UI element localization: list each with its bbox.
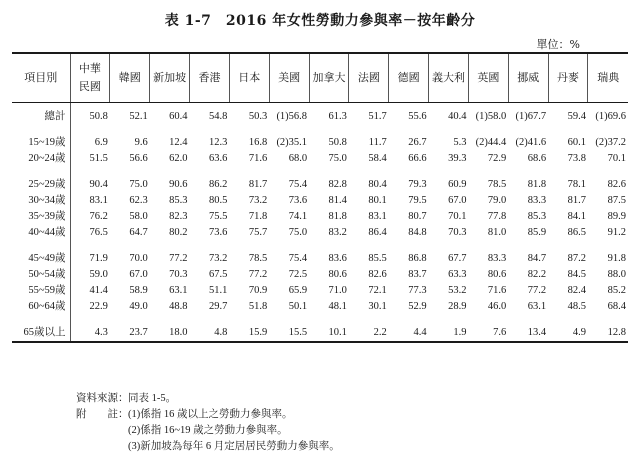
table-cell: 7.6 (468, 325, 508, 342)
table-cell: 12.8 (588, 325, 628, 342)
table-cell: 80.2 (169, 226, 188, 238)
table-cell: 65.9 (288, 284, 308, 296)
table-cell: 80.4 (368, 178, 387, 190)
table-cell: 73.6 (209, 226, 228, 238)
table-cell: 80.5 (209, 194, 228, 206)
table-cell: 53.2 (448, 284, 467, 296)
table-cell: 75.0 (328, 152, 347, 164)
table-cell: 5.3 (453, 136, 467, 148)
table-cell: 79.5 (408, 194, 427, 206)
table-cell: 72.1 (368, 284, 387, 296)
table-cell: 68.4 (607, 300, 626, 312)
table-cell: (2)41.6 (515, 136, 547, 148)
table-cell: 80.6 (328, 268, 347, 280)
table-cell: 39.3 (448, 152, 467, 164)
table-cell: 84.1 (567, 210, 586, 222)
table-cell: 50.8 (89, 110, 108, 122)
table-cell: 15.9 (229, 325, 269, 342)
table-cell: 51.1 (209, 284, 228, 296)
table-cell: 10.1 (309, 325, 349, 342)
footnotes (76, 391, 340, 455)
table-cell: 80.1 (368, 194, 387, 206)
table-cell: 50.8 (328, 136, 347, 148)
table-cell: 79.0 (487, 194, 507, 206)
table-cell: 83.1 (368, 210, 387, 222)
table-cell: 87.5 (607, 194, 626, 206)
table-cell: 68.0 (288, 152, 308, 164)
table-cell: 55.6 (408, 110, 427, 122)
row-label: 65歲以上 (12, 325, 70, 342)
table-cell: 54.8 (209, 110, 228, 122)
table-cell: 67.5 (209, 268, 228, 280)
table-cell: 79.3 (408, 178, 427, 190)
table-row (12, 283, 628, 299)
table-cell: 6.9 (94, 136, 108, 148)
table-cell: 16.8 (248, 136, 268, 148)
header-country: 英國 (468, 53, 508, 102)
spacer-row (12, 167, 628, 177)
table-cell: (1)67.7 (515, 110, 547, 122)
table-cell: 58.9 (129, 284, 148, 296)
table-cell: 9.6 (134, 136, 148, 148)
table-cell: 78.5 (487, 178, 507, 190)
table-cell: 12.4 (169, 136, 188, 148)
table-cell: (2)35.1 (276, 136, 308, 148)
table-cell: 91.8 (607, 252, 626, 264)
table-cell: 81.0 (487, 226, 507, 238)
table-cell: 70.3 (169, 268, 188, 280)
table-cell: 51.8 (248, 300, 268, 312)
table-cell: 82.8 (328, 178, 347, 190)
row-label: 40~44歲 (12, 225, 70, 241)
table-cell: 78.5 (248, 252, 268, 264)
table-cell: 18.0 (150, 325, 190, 342)
table-cell: 51.5 (89, 152, 108, 164)
table-title: 表 1-7 2016 年女性勞動力參與率－按年齡分 (164, 13, 476, 29)
table-cell: 75.5 (209, 210, 228, 222)
row-label: 50~54歲 (12, 267, 70, 283)
table-cell: 83.3 (527, 194, 547, 206)
header-country: 挪威 (508, 53, 548, 102)
table-cell: 12.3 (209, 136, 228, 148)
table-cell: 70.9 (248, 284, 268, 296)
note-2: (2)係指 16~19 歲之勞動力參與率。 (128, 425, 288, 436)
table-cell: 77.3 (408, 284, 427, 296)
table-cell: 50.3 (248, 110, 268, 122)
table-cell: 58.4 (368, 152, 387, 164)
table-cell: 82.6 (368, 268, 387, 280)
table-cell: (1)58.0 (475, 110, 507, 122)
table-cell: 82.6 (607, 178, 626, 190)
table-cell: 67.7 (448, 252, 467, 264)
table-cell: 86.2 (209, 178, 228, 190)
row-label: 35~39歲 (12, 209, 70, 225)
table-cell: 61.3 (328, 110, 347, 122)
table-cell: 15.5 (269, 325, 309, 342)
table-cell: 63.1 (527, 300, 547, 312)
table-cell: 73.2 (248, 194, 268, 206)
table-cell: 52.1 (129, 110, 148, 122)
table-cell: 73.2 (209, 252, 228, 264)
header-row (12, 53, 628, 102)
table-cell: 58.0 (129, 210, 148, 222)
row-label: 總計 (12, 109, 70, 125)
table-cell: 77.8 (487, 210, 507, 222)
table-cell: 30.1 (368, 300, 387, 312)
table-cell: 77.2 (527, 284, 547, 296)
unit-label: 單位：% (536, 38, 580, 51)
table-cell: 63.6 (209, 152, 228, 164)
header-country: 韓國 (110, 53, 150, 102)
table-cell: (2)44.4 (475, 136, 507, 148)
table-cell: 23.7 (110, 325, 150, 342)
table-cell: 86.4 (368, 226, 387, 238)
table-cell: 81.7 (567, 194, 586, 206)
table-cell: 76.2 (89, 210, 108, 222)
table-cell: 60.4 (169, 110, 188, 122)
table-cell: 66.6 (408, 152, 427, 164)
table-cell: 85.5 (368, 252, 387, 264)
table-cell: 48.8 (169, 300, 188, 312)
table-row (12, 251, 628, 267)
table-cell: 62.3 (129, 194, 148, 206)
labor-participation-table (12, 52, 628, 343)
table-cell: 90.4 (89, 178, 108, 190)
table-cell: 81.8 (328, 210, 347, 222)
table-row (12, 225, 628, 241)
table-cell: 71.6 (248, 152, 268, 164)
header-country: 美國 (269, 53, 309, 102)
table-cell: 70.3 (448, 226, 467, 238)
table-cell: 4.3 (70, 325, 110, 342)
table-cell: 51.7 (368, 110, 387, 122)
source-note: 資料來源：同表 1-5。 (76, 393, 177, 404)
row-label: 55~59歲 (12, 283, 70, 299)
table-cell: 81.7 (248, 178, 268, 190)
table-cell: 72.5 (288, 268, 308, 280)
table-cell: 75.4 (288, 252, 308, 264)
table-cell: 86.5 (567, 226, 586, 238)
table-cell: 71.6 (487, 284, 507, 296)
table-cell: 77.2 (248, 268, 268, 280)
table-cell: 56.6 (129, 152, 148, 164)
table-cell: 71.9 (89, 252, 108, 264)
table-cell: (1)56.8 (276, 110, 308, 122)
table-cell: 63.1 (169, 284, 188, 296)
table-cell: 76.5 (89, 226, 108, 238)
table-cell: 48.5 (567, 300, 586, 312)
table-cell: 26.7 (408, 136, 427, 148)
table-cell: 83.1 (89, 194, 108, 206)
table-row (12, 109, 628, 125)
table-cell: 78.1 (567, 178, 586, 190)
table-cell: 83.7 (408, 268, 427, 280)
table-cell: 64.7 (129, 226, 148, 238)
table-cell: 2.2 (349, 325, 389, 342)
table-cell: 71.0 (328, 284, 347, 296)
table-cell: 80.6 (487, 268, 507, 280)
note-1: 附 註：(1)係指 16 歲以上之勞動力參與率。 (76, 409, 293, 420)
table-cell: 4.4 (389, 325, 429, 342)
row-label: 15~19歲 (12, 135, 70, 151)
row-label: 60~64歲 (12, 299, 70, 315)
table-row (12, 267, 628, 283)
table-cell: 77.2 (169, 252, 188, 264)
table-cell: 60.1 (567, 136, 586, 148)
table-cell: 75.0 (129, 178, 148, 190)
table-cell: 13.4 (508, 325, 548, 342)
table-cell: 1.9 (429, 325, 469, 342)
table-row (12, 299, 628, 315)
header-country: 義大利 (429, 53, 469, 102)
table-row (12, 151, 628, 167)
table-cell: 62.0 (169, 152, 188, 164)
table-cell: 28.9 (448, 300, 467, 312)
table-cell: 81.4 (328, 194, 347, 206)
table-cell: 81.8 (527, 178, 547, 190)
table-cell: 88.0 (607, 268, 626, 280)
table-cell: 87.2 (567, 252, 586, 264)
table-cell: 11.7 (368, 136, 387, 148)
spacer-row (12, 315, 628, 325)
header-country: 日本 (229, 53, 269, 102)
row-label: 25~29歲 (12, 177, 70, 193)
table-cell: 46.0 (487, 300, 507, 312)
table-cell: 50.1 (288, 300, 308, 312)
table-cell: 59.0 (89, 268, 108, 280)
table-cell: 67.0 (448, 194, 467, 206)
header-taiwan: 中華 民國 (70, 53, 110, 102)
table-cell: 70.1 (448, 210, 467, 222)
table-cell: 84.8 (408, 226, 427, 238)
table-cell: 74.1 (288, 210, 308, 222)
table-cell: 4.9 (548, 325, 588, 342)
table-cell: 91.2 (607, 226, 626, 238)
table-row (12, 177, 628, 193)
table-cell: 85.3 (169, 194, 188, 206)
table-cell: 68.6 (527, 152, 547, 164)
table-cell: 72.9 (487, 152, 507, 164)
table-cell: 59.4 (567, 110, 586, 122)
table-cell: (2)37.2 (595, 136, 626, 148)
table-cell: 84.5 (567, 268, 586, 280)
table-cell: 90.6 (169, 178, 188, 190)
table-cell: 73.8 (567, 152, 586, 164)
row-label: 20~24歲 (12, 151, 70, 167)
spacer-row (12, 241, 628, 251)
table-cell: 63.3 (448, 268, 467, 280)
table-cell: 49.0 (129, 300, 148, 312)
table-cell: 84.7 (527, 252, 547, 264)
table-cell: 75.4 (288, 178, 308, 190)
header-country: 德國 (389, 53, 429, 102)
header-country: 香港 (190, 53, 230, 102)
table-cell: 60.9 (448, 178, 467, 190)
table-cell: 70.0 (129, 252, 148, 264)
table-cell: 82.3 (169, 210, 188, 222)
header-country: 加拿大 (309, 53, 349, 102)
table-row (12, 193, 628, 209)
table-cell: 70.1 (607, 152, 626, 164)
table-cell: 82.2 (527, 268, 547, 280)
table-cell: 75.0 (288, 226, 308, 238)
table-cell: 73.6 (288, 194, 308, 206)
header-country: 法國 (349, 53, 389, 102)
table-cell: 82.4 (567, 284, 586, 296)
row-label: 30~34歲 (12, 193, 70, 209)
table-cell: 80.7 (408, 210, 427, 222)
table-cell: 4.8 (190, 325, 230, 342)
table-cell: 85.9 (527, 226, 547, 238)
row-label: 45~49歲 (12, 251, 70, 267)
table-cell: 22.9 (89, 300, 108, 312)
table-cell: 71.8 (248, 210, 268, 222)
header-country: 瑞典 (588, 53, 628, 102)
table-cell: 29.7 (209, 300, 228, 312)
table-row (12, 209, 628, 225)
note-3: (3)新加坡為每年 6 月定居居民勞動力參與率。 (128, 441, 340, 452)
table-row (12, 135, 628, 151)
table-cell: 85.3 (527, 210, 547, 222)
table-cell: 40.4 (448, 110, 467, 122)
table-body (12, 102, 628, 342)
table-cell: 85.2 (607, 284, 626, 296)
table-cell: 89.9 (607, 210, 626, 222)
table-cell: 86.8 (408, 252, 427, 264)
table-cell: 83.2 (328, 226, 347, 238)
table-cell: 75.7 (248, 226, 268, 238)
table-cell: (1)69.6 (595, 110, 626, 122)
table-cell: 83.3 (487, 252, 507, 264)
table-cell: 41.4 (89, 284, 108, 296)
spacer-row (12, 125, 628, 135)
table-cell: 48.1 (328, 300, 347, 312)
table-cell: 52.9 (408, 300, 427, 312)
header-country: 丹麥 (548, 53, 588, 102)
table-cell: 67.0 (129, 268, 148, 280)
table-cell: 83.6 (328, 252, 347, 264)
header-category: 項目別 (12, 53, 70, 102)
header-country: 新加坡 (150, 53, 190, 102)
table-row (12, 325, 628, 342)
